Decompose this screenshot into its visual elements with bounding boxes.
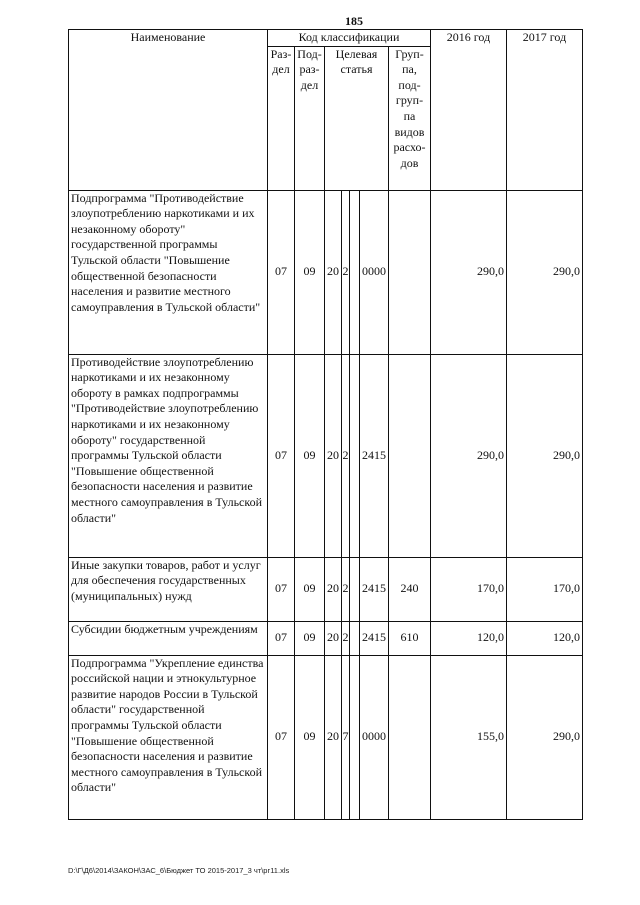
- row-section: 07: [268, 655, 295, 819]
- table-row: [69, 557, 583, 621]
- row-section: 07: [268, 190, 295, 354]
- row-target-subprogram: 2: [342, 557, 350, 621]
- budget-table: [68, 29, 583, 820]
- row-section: 07: [268, 354, 295, 557]
- table-row: [69, 621, 583, 655]
- file-path-footer: D:\Г\Д6\2014\ЗАКОН\ЗАС_6\Бюджет ТО 2015-2017_3 чт\рг11.xls: [68, 866, 290, 875]
- row-2017: 170,0: [507, 557, 583, 621]
- row-name: Иные закупки товаров, работ и услуг для обеспечения государственных (муниципальных) нужд: [69, 557, 268, 621]
- row-name: Подпрограмма "Противодействие злоупотреблению наркотиками и их незаконному обороту" государственной программы Тульской области "Повышение общественной безопасности населения и развитие местного самоуправления в Тульской области": [69, 190, 268, 354]
- row-target-direction: 2415: [360, 354, 389, 557]
- col-header-section: Раз- дел: [268, 46, 295, 190]
- row-name: Субсидии бюджетным учреждениям: [69, 621, 268, 655]
- row-target-subprogram: 2: [342, 354, 350, 557]
- row-name: Подпрограмма "Укрепление единства российской нации и этнокультурное развитие народов России в Тульской области" государственной программы Тульской области "Повышение общественной безопасности населения и развитие местного самоуправления в Тульской области": [69, 655, 268, 819]
- row-target-direction: 2415: [360, 557, 389, 621]
- col-header-name: Наименование: [69, 30, 268, 191]
- row-group: [389, 354, 431, 557]
- row-2017: 120,0: [507, 621, 583, 655]
- row-target-direction: 0000: [360, 190, 389, 354]
- col-header-subsection: Под- раз- дел: [295, 46, 325, 190]
- row-subsection: 09: [295, 557, 325, 621]
- col-header-group: Груп- па, под- груп- па видов расхо- дов: [389, 46, 431, 190]
- row-subsection: 09: [295, 655, 325, 819]
- table-row: [69, 354, 583, 557]
- row-2017: 290,0: [507, 655, 583, 819]
- row-section: 07: [268, 621, 295, 655]
- row-target-program: 20: [325, 655, 342, 819]
- row-2016: 155,0: [431, 655, 507, 819]
- row-group: 240: [389, 557, 431, 621]
- row-group: [389, 655, 431, 819]
- row-group: 610: [389, 621, 431, 655]
- row-2017: 290,0: [507, 354, 583, 557]
- row-target-divider: [350, 557, 360, 621]
- row-target-direction: 2415: [360, 621, 389, 655]
- table-row: [69, 190, 583, 354]
- row-target-direction: 0000: [360, 655, 389, 819]
- header-row-top: [69, 30, 583, 47]
- row-group: [389, 190, 431, 354]
- row-name: Противодействие злоупотреблению наркотиками и их незаконному обороту в рамках подпрограммы "Противодействие злоупотреблению наркотиками и их незаконному обороту" государственной программы Тульской области "Повышение общественной безопасности населения и развитие местного самоуправления в Тульской области": [69, 354, 268, 557]
- row-subsection: 09: [295, 621, 325, 655]
- row-target-program: 20: [325, 621, 342, 655]
- row-2016: 120,0: [431, 621, 507, 655]
- row-target-program: 20: [325, 557, 342, 621]
- table-row: [69, 655, 583, 819]
- row-target-program: 20: [325, 354, 342, 557]
- page-number: 185: [345, 14, 363, 28]
- row-target-subprogram: 7: [342, 655, 350, 819]
- col-header-2016: 2016 год: [431, 30, 507, 191]
- row-target-divider: [350, 655, 360, 819]
- col-header-target-item: Целевая статья: [325, 46, 389, 190]
- row-target-subprogram: 2: [342, 190, 350, 354]
- row-target-divider: [350, 621, 360, 655]
- row-target-divider: [350, 354, 360, 557]
- row-target-program: 20: [325, 190, 342, 354]
- row-section: 07: [268, 557, 295, 621]
- row-subsection: 09: [295, 354, 325, 557]
- row-target-divider: [350, 190, 360, 354]
- row-2016: 290,0: [431, 354, 507, 557]
- row-subsection: 09: [295, 190, 325, 354]
- row-2016: 290,0: [431, 190, 507, 354]
- row-target-subprogram: 2: [342, 621, 350, 655]
- col-header-classification: Код классификации: [268, 30, 431, 47]
- row-2017: 290,0: [507, 190, 583, 354]
- row-2016: 170,0: [431, 557, 507, 621]
- col-header-2017: 2017 год: [507, 30, 583, 191]
